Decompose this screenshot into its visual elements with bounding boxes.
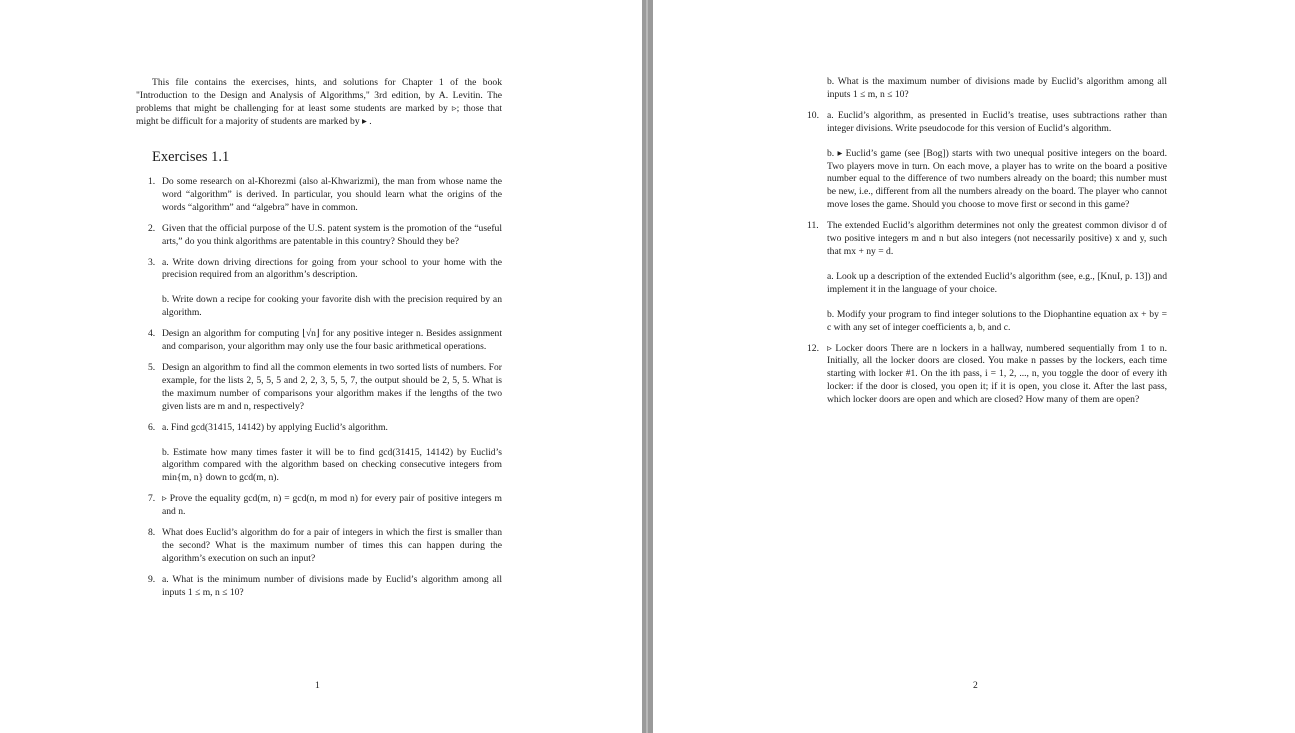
exercise-number: 11. [807, 220, 819, 232]
page-divider [642, 0, 653, 733]
exercise-item [136, 328, 502, 354]
exercise-text: a. Look up a description of the extended Euclid’s algorithm (see, e.g., [KnuI, p. 13]) and implement it in the language of your choice. [827, 270, 1167, 295]
exercise-item [136, 362, 502, 414]
exercise-number: 1. [148, 176, 156, 187]
exercise-number: 3. [148, 256, 156, 268]
exercise-text: ▹ Locker doors There are n lockers in a hallway, numbered sequentially from 1 to n. Initially, all the locker doors are closed. You make n passes by the lockers, each time starting with locker #1. On the ith pass, i = 1, 2, ..., n, you toggle the door of every ith locker: if the door is closed, you open it; if it is open, you close it. After the last pass, which locker doors are open and which are closed? How many of them are open? [827, 342, 1167, 406]
exercise-number: 10. [807, 109, 819, 121]
exercise-item [801, 76, 1167, 102]
exercise-text: Design an algorithm for computing ⌊√n⌋ for any positive integer n. Besides assignment and comparison, your algorithm may only use the four basic arithmetical operations. [162, 328, 502, 353]
exercise-item [136, 493, 502, 519]
exercise-text: b. Write down a recipe for cooking your favorite dish with the precision required by an algorithm. [162, 294, 502, 319]
exercise-text: a. What is the minimum number of divisions made by Euclid’s algorithm among all inputs 1 ≤ m, n ≤ 10? [162, 573, 502, 598]
exercise-number: 9. [148, 573, 156, 585]
exercise-item [801, 110, 1167, 212]
exercise-text: b. Estimate how many times faster it will be to find gcd(31415, 14142) by Euclid’s algorithm compared with the algorithm based on checking consecutive integers from min{m, n} down to gcd(m, n). [162, 446, 502, 484]
exercise-item [801, 220, 1167, 334]
exercise-item [136, 422, 502, 486]
exercise-number: 8. [148, 527, 156, 539]
exercise-number: 5. [148, 361, 156, 373]
exercise-text: b. What is the maximum number of divisions made by Euclid’s algorithm among all inputs 1 ≤ m, n ≤ 10? [827, 76, 1167, 100]
page-number: 1 [315, 680, 320, 691]
exercise-text: Design an algorithm to find all the common elements in two sorted lists of numbers. For example, for the lists 2, 5, 5, 5 and 2, 2, 3, 5, 5, 7, the output should be 2, 5, 5. What is the maximum number of comparisons your algorithm makes if the lengths of the two given lists are m and n, respectively? [162, 361, 502, 412]
exercise-list-page-1 [136, 176, 502, 600]
exercise-text: a. Find gcd(31415, 14142) by applying Euclid’s algorithm. [162, 421, 388, 433]
exercise-number: 12. [807, 342, 819, 354]
exercise-text: a. Euclid’s algorithm, as presented in Euclid’s treatise, uses subtractions rather than integer divisions. Write pseudocode for this version of Euclid’s algorithm. [827, 109, 1167, 134]
exercise-item [136, 223, 502, 249]
exercise-text: ▹ Prove the equality gcd(m, n) = gcd(n, m mod n) for every pair of positive integers m and n. [162, 493, 502, 518]
exercise-text: b. ▸ Euclid’s game (see [Bog]) starts with two unequal positive integers on the board. Two players move in turn. On each move, a player has to write on the board a positive number equal to the difference of two numbers already on the board; this number must be new, i.e., different from all the numbers already on the board. The player who cannot move loses the game. Should you choose to move first or second in this game? [827, 147, 1167, 211]
exercise-number: 6. [148, 421, 156, 433]
exercise-item [136, 176, 502, 215]
exercise-item [136, 527, 502, 566]
document-page-2 [653, 0, 1295, 733]
exercise-list-page-2 [801, 76, 1167, 407]
exercise-number: 4. [148, 328, 156, 340]
exercise-text: Do some research on al-Khorezmi (also al-Khwarizmi), the man from whose name the word “algorithm” is derived. In particular, you should learn what the origins of the words “algorithm” and “algebra” have in common. [162, 176, 502, 213]
document-page-1 [0, 0, 642, 733]
exercise-text: b. Modify your program to find integer solutions to the Diophantine equation ax + by = c with any set of integer coefficients a, b, and c. [827, 308, 1167, 333]
exercise-item [801, 343, 1167, 408]
exercise-number: 7. [148, 493, 156, 505]
exercise-item [136, 257, 502, 321]
exercise-text: Given that the official purpose of the U.S. patent system is the promotion of the “useful arts,” do you think algorithms are patentable in this country? Should they be? [162, 222, 502, 247]
exercise-text: a. Write down driving directions for going from your school to your home with the precision required from an algorithm’s description. [162, 256, 502, 281]
exercise-number: 2. [148, 222, 156, 234]
exercise-item [136, 574, 502, 600]
exercise-text: What does Euclid’s algorithm do for a pair of integers in which the first is smaller than the second? What is the maximum number of times this can happen during the algorithm’s execution on such an input? [162, 527, 502, 564]
page-number: 2 [973, 680, 978, 691]
section-heading: Exercises 1.1 [152, 149, 230, 165]
exercise-text: The extended Euclid’s algorithm determines not only the greatest common divisor d of two positive integers m and n but also integers (not necessarily positive) x and y, such that mx + ny = d. [827, 220, 1167, 257]
intro-paragraph: This file contains the exercises, hints, and solutions for Chapter 1 of the book "Introduction to the Design and Analysis of Algorithms," 3rd edition, by A. Levitin. The problems that might be challenging for at least some students are marked by ▹; those that might be difficult for a majority of students are marked by ▸ . [136, 77, 502, 127]
